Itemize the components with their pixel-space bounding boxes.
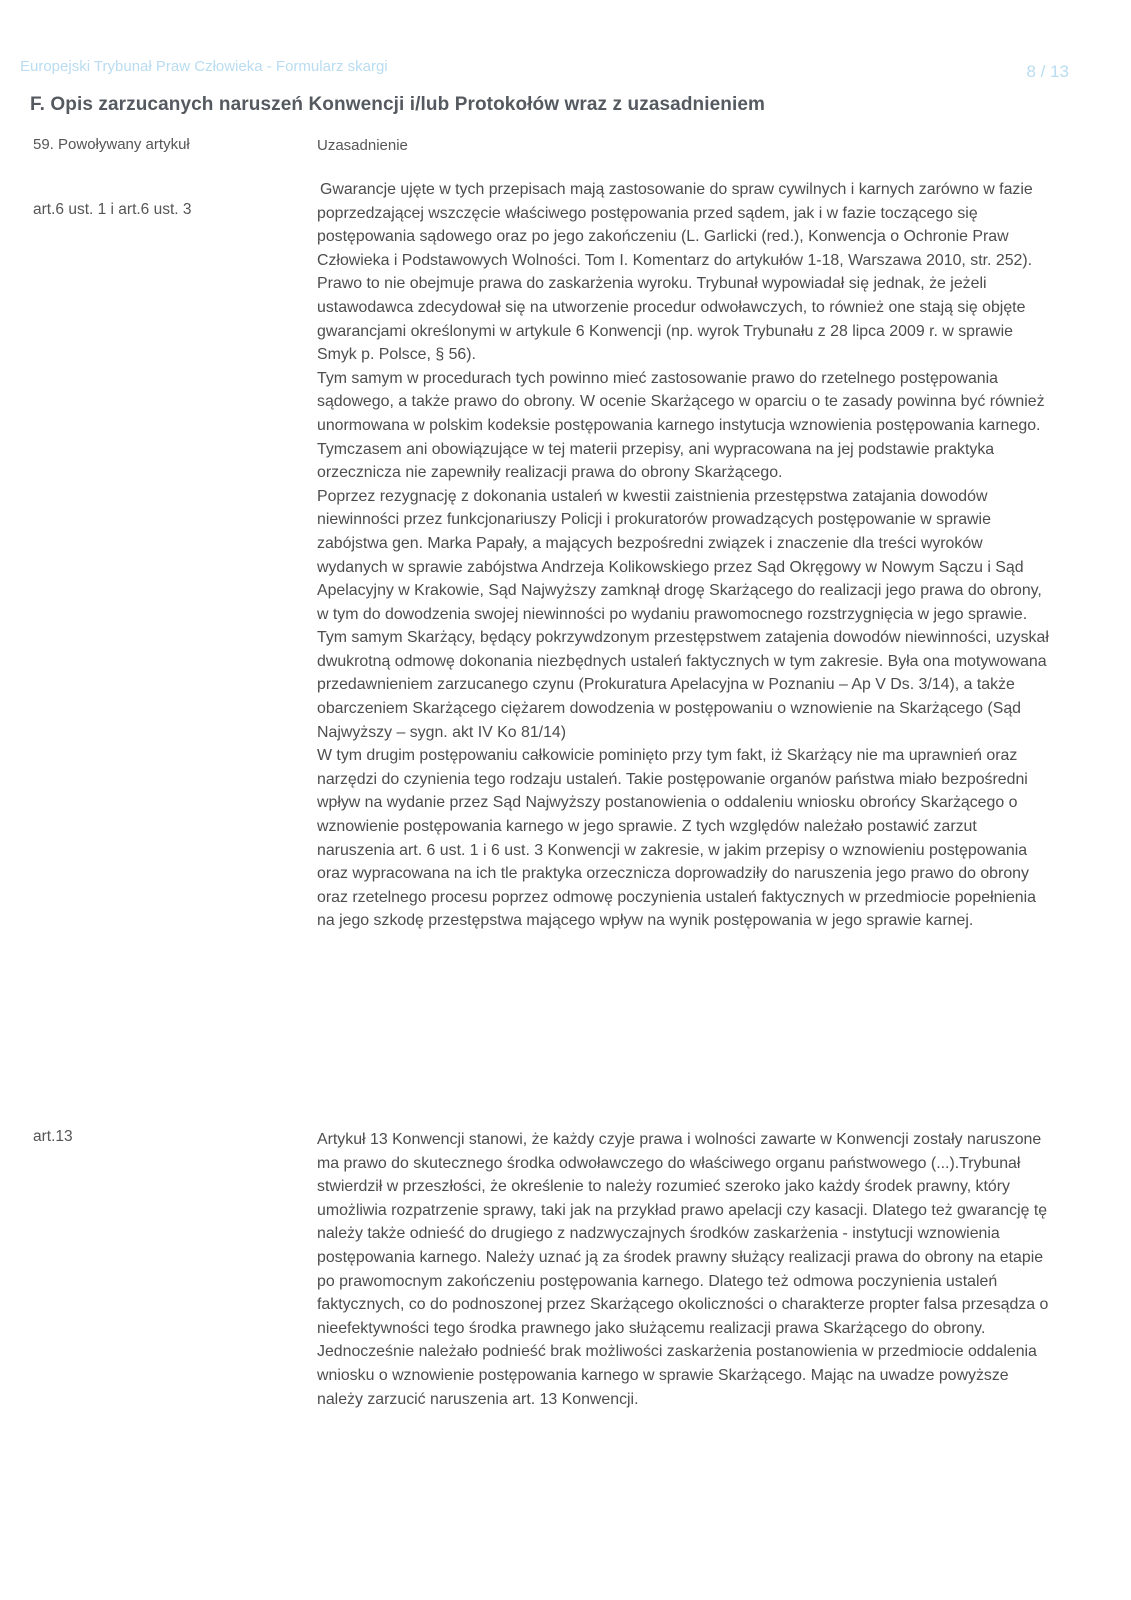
section-title: F. Opis zarzucanych naruszeń Konwencji i/lub Protokołów wraz z uzasadnieniem — [30, 94, 766, 115]
justification-column-header: Uzasadnienie — [317, 137, 408, 154]
justification-paragraph: W tym drugim postępowaniu całkowicie pominięto przy tym fakt, iż Skarżący nie ma uprawnień oraz narzędzi do czynienia tego rodzaju ustaleń. Takie postępowanie organów państwa miało bezpośredni wpływ na wydanie przez Sąd Najwyższy postanowienia o oddaleniu wniosku obrońcy Skarżącego o wznowienie postępowania karnego w jego sprawie. Z tych względów należało postawić zarzut naruszenia art. 6 ust. 1 i 6 ust. 3 Konwencji w zakresie, w jakim przepisy o wznowieniu postępowania oraz wypracowana na ich tle praktyka orzecznicza doprowadziły do naruszenia jego prawo do obrony oraz rzetelnego procesu poprzez odmowę poczynienia ustaleń faktycznych w przedmiocie popełnienia na jego szkodę przestępstwa mającego wpływ na wynik postępowania w jego sprawie karnej. — [317, 747, 1037, 930]
article-label-art6: art.6 ust. 1 i art.6 ust. 3 — [33, 201, 192, 218]
justification-paragraph: Gwarancje ujęte w tych przepisach mają zastosowanie do spraw cywilnych i karnych zarówno w fazie poprzedzającej wszczęcie właściwego postępowania przed sądem, jak i w fazie toczącego się postępowania sądowego oraz po jego zakończeniu (L. Garlicki (red.), Konwencja o Ochronie Praw Człowieka i Podstawowych Wolności. Tom I. Komentarz do artykułów 1-18, Warszawa 2010, str. 252). Prawo to nie obejmuje prawa do zaskarżenia wyroku. Trybunał wypowiadał się jednak, że jeżeli ustawodawca zdecydował się na utworzenie procedur odwoławczych, to również one stają się objęte gwarancjami określonymi w artykule 6 Konwencji (np. wyrok Trybunału z 28 lipca 2009 r. w sprawie Smyk p. Polsce, § 56). — [317, 181, 1033, 364]
justification-paragraph: Tym samym w procedurach tych powinno mieć zastosowanie prawo do rzetelnego postępowania sądowego, a także prawo do obrony. W ocenie Skarżącego w oparciu o te zasady powinna być również unormowana w polskim kodeksie postępowania karnego instytucja wznowienia postępowania karnego. Tymczasem ani obowiązujące w tej materii przepisy, ani wypracowana na jej podstawie praktyka orzecznicza nie zapewniły realizacji prawa do obrony Skarżącego. — [317, 369, 1045, 482]
article-label-art13: art.13 — [33, 1128, 73, 1145]
justification-paragraph: Poprzez rezygnację z dokonania ustaleń w kwestii zaistnienia przestępstwa zatajania dowodów niewinności przez funkcjonariuszy Policji i prokuratorów prowadzących postępowanie w sprawie zabójstwa gen. Marka Papały, a mających bezpośredni związek i znaczenie dla treści wyroków wydanych w sprawie zabójstwa Andrzeja Kolikowskiego przez Sąd Okręgowy w Nowym Sączu i Sąd Apelacyjny w Krakowie, Sąd Najwyższy zamknął drogę Skarżącego do realizacji jego prawa do obrony, w tym do dowodzenia swojej niewinności po wydaniu prawomocnego rozstrzygnięcia w jego sprawie. Tym samym Skarżący, będący pokrzywdzonym przestępstwem zatajenia dowodów niewinności, uzyskał dwukrotną odmowę dokonania niezbędnych ustaleń faktycznych w tym zakresie. Była ona motywowana przedawnieniem zarzucanego czynu (Prokuratura Apelacyjna w Poznaniu – Ap V Ds. 3/14), a także obarczeniem Skarżącego ciężarem dowodzenia w postępowaniu o wznowienie na Skarżącego (Sąd Najwyższy – sygn. akt IV Ko 81/14) — [317, 487, 1049, 741]
justification-art13 — [317, 1128, 1057, 1411]
justification-art6 — [317, 178, 1057, 933]
page-number: 8 / 13 — [1026, 62, 1069, 81]
article-column-header: 59. Powoływany artykuł — [33, 136, 190, 153]
justification-paragraph: Artykuł 13 Konwencji stanowi, że każdy czyje prawa i wolności zawarte w Konwencji zostały naruszone ma prawo do skutecznego środka odwoławczego do właściwego organu państwowego (...).Trybunał stwierdził w przeszłości, że określenie to należy rozumieć szeroko jako każdy środek prawny, który umożliwia rozpatrzenie sprawy, taki jak na przykład prawo apelacji czy kasacji. Dlatego też gwarancję tę należy także odnieść do drugiego z nadzwyczajnych środków zaskarżenia - instytucji wznowienia postępowania karnego. Należy uznać ją za środek prawny służący realizacji prawa do obrony na etapie po prawomocnym zakończeniu postępowania karnego. Dlatego też odmowa poczynienia ustaleń faktycznych, co do podnoszonej przez Skarżącego okoliczności o charakterze propter falsa przesądza o nieefektywności tego środka prawnego jako służącemu realizacji prawa Skarżącego do obrony. Jednocześnie należało podnieść brak możliwości zaskarżenia postanowienia w przedmiocie oddalenia wniosku o wznowienie postępowania karnego w sprawie Skarżącego. Mając na uwadze powyższe należy zarzucić naruszenia art. 13 Konwencji. — [317, 1131, 1049, 1408]
form-header-title: Europejski Trybunał Praw Człowieka - Formularz skargi — [20, 58, 388, 75]
